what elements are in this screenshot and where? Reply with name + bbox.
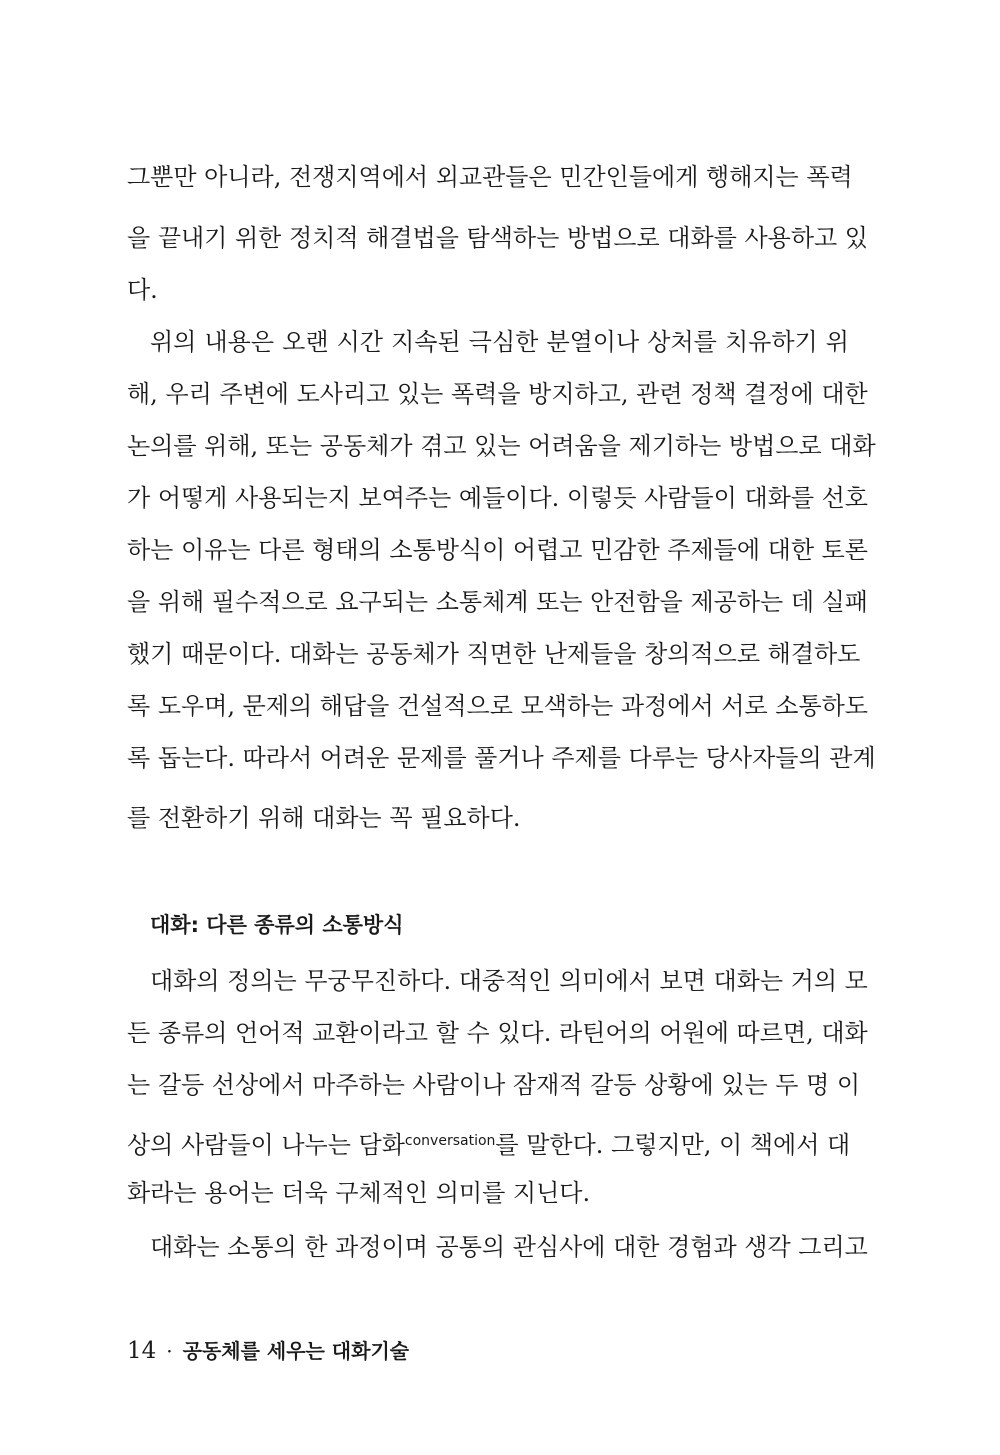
paragraph-2-line-5: 하는 이유는 다른 형태의 소통방식이 어렵고 민감한 주제들에 대한 토론	[127, 536, 868, 564]
paragraph-2-line-1: 위의 내용은 오랜 시간 지속된 극심한 분열이나 상처를 치유하기 위	[150, 328, 849, 356]
page-footer	[127, 1335, 409, 1367]
paragraph-2-line-8: 록 도우며, 문제의 해답을 건설적으로 모색하는 과정에서 서로 소통하도	[127, 692, 868, 720]
paragraph-3-line-4-text-before: 상의 사람들이 나누는 담화	[127, 1131, 405, 1159]
paragraph-2-line-9: 록 돕는다. 따라서 어려운 문제를 풀거나 주제를 다루는 당사자들의 관계	[127, 744, 876, 772]
paragraph-4-line-1: 대화는 소통의 한 과정이며 공통의 관심사에 대한 경험과 생각 그리고	[150, 1233, 868, 1261]
paragraph-3-line-3: 는 갈등 선상에서 마주하는 사람이나 잠재적 갈등 상황에 있는 두 명 이	[127, 1071, 861, 1099]
conversation-annotation: conversation	[404, 1133, 496, 1149]
paragraph-2-line-2: 해, 우리 주변에 도사리고 있는 폭력을 방지하고, 관련 정책 결정에 대한	[127, 380, 868, 408]
paragraph-1-line-3: 다.	[127, 276, 158, 304]
paragraph-3-line-5: 화라는 용어는 더욱 구체적인 의미를 지닌다.	[127, 1179, 591, 1207]
footer-separator: ·	[166, 1339, 173, 1363]
paragraph-1-line-2: 을 끝내기 위한 정치적 해결법을 탐색하는 방법으로 대화를 사용하고 있	[127, 224, 868, 252]
paragraph-3-line-4-text-after: 를 말한다. 그렇지만, 이 책에서 대	[495, 1131, 851, 1159]
paragraph-3-line-1: 대화의 정의는 무궁무진하다. 대중적인 의미에서 보면 대화는 거의 모	[150, 967, 868, 995]
paragraph-3-line-4	[127, 1124, 849, 1158]
paragraph-3-line-2: 든 종류의 언어적 교환이라고 할 수 있다. 라틴어의 어원에 따르면, 대화	[127, 1019, 868, 1047]
paragraph-2-line-7: 했기 때문이다. 대화는 공동체가 직면한 난제들을 창의적으로 해결하도	[127, 640, 861, 668]
book-title: 공동체를 세우는 대화기술	[182, 1339, 410, 1363]
page-number: 14	[127, 1338, 157, 1364]
paragraph-2-line-10: 를 전환하기 위해 대화는 꼭 필요하다.	[127, 804, 521, 832]
paragraph-2-line-3: 논의를 위해, 또는 공동체가 겪고 있는 어려움을 제기하는 방법으로 대화	[127, 432, 876, 460]
paragraph-1-line-1: 그뿐만 아니라, 전쟁지역에서 외교관들은 민간인들에게 행해지는 폭력	[127, 163, 853, 191]
paragraph-2-line-4: 가 어떻게 사용되는지 보여주는 예들이다. 이렇듯 사람들이 대화를 선호	[127, 484, 868, 512]
paragraph-2-line-6: 을 위해 필수적으로 요구되는 소통체계 또는 안전함을 제공하는 데 실패	[127, 588, 868, 616]
section-heading: 대화: 다른 종류의 소통방식	[150, 913, 404, 937]
